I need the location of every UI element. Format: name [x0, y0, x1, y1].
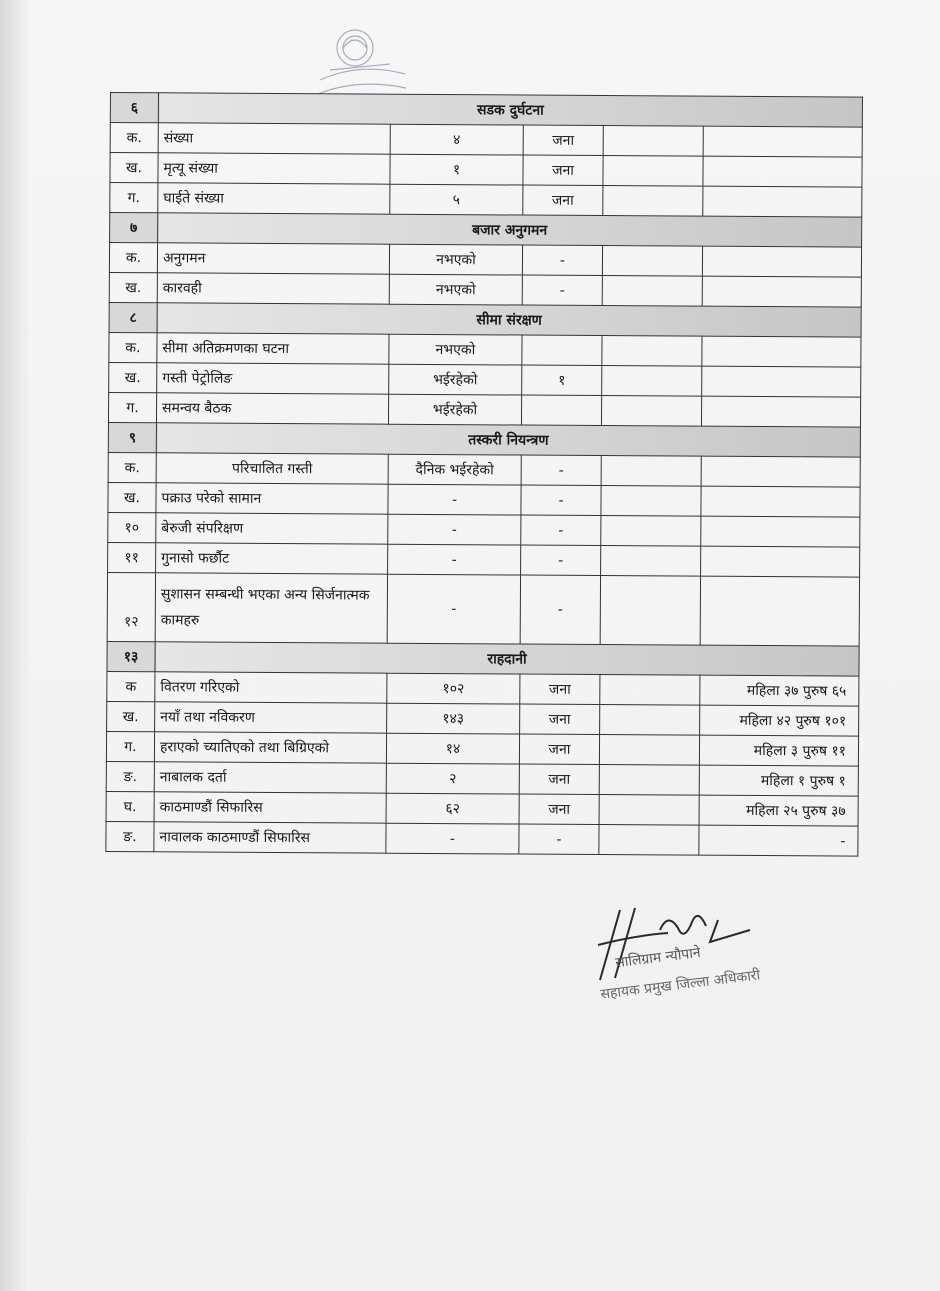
section-title: राहदानी: [155, 642, 859, 676]
row-item: नावालक काठमाण्डौं सिफारिस: [154, 822, 386, 853]
table-row: [109, 243, 861, 278]
row-item: संख्या: [158, 123, 390, 154]
table-row: [107, 671, 859, 706]
row-remark: [703, 156, 862, 187]
report-table: [105, 92, 862, 857]
row-item: नयाँ तथा नविकरण: [155, 702, 387, 733]
row-extra: [600, 576, 700, 646]
scan-edge: [0, 0, 30, 1291]
row-extra: [601, 516, 701, 547]
table-row: [106, 731, 858, 766]
row-item: गुनासो फर्छौट: [156, 543, 388, 574]
row-value: नभएको: [389, 334, 522, 365]
row-extra: [602, 246, 702, 277]
row-value: १४३: [387, 703, 520, 734]
row-item: हराएको च्यातिएको तथा बिग्रिएको: [154, 732, 386, 763]
row-number: क.: [108, 452, 156, 482]
row-remark: [701, 516, 860, 547]
row-value: ४: [390, 124, 523, 155]
section-number: १३: [107, 641, 155, 671]
row-remark: [702, 276, 861, 307]
row-unit: जना: [520, 674, 600, 704]
signatory-name: सालिग्राम न्यौपाने: [614, 944, 702, 972]
row-extra: [602, 276, 702, 307]
row-item: अनुगमन: [157, 243, 389, 274]
section-title: बजार अनुगमन: [158, 213, 862, 247]
row-number: क.: [110, 123, 158, 153]
row-unit: -: [521, 545, 601, 575]
row-item: घाईते संख्या: [158, 183, 390, 214]
row-extra: [601, 396, 701, 427]
row-unit: जना: [520, 704, 600, 734]
row-item: सीमा अतिक्रमणका घटना: [157, 333, 389, 364]
row-number: ११: [108, 542, 156, 572]
row-remark: [701, 546, 860, 577]
row-remark: [703, 186, 862, 217]
section-header-row: [107, 641, 859, 676]
row-extra: [601, 546, 701, 577]
row-value: -: [387, 574, 520, 644]
row-remark: [701, 396, 860, 427]
row-unit: -: [520, 575, 600, 644]
table-row: [107, 701, 859, 736]
row-unit: जना: [523, 155, 603, 185]
row-unit: -: [521, 515, 601, 545]
section-title: सीमा संरक्षण: [157, 303, 861, 337]
section-title: सडक दुर्घटना: [158, 93, 862, 127]
row-value: -: [386, 823, 519, 854]
row-value: -: [388, 544, 521, 575]
section-number: ६: [110, 93, 158, 123]
row-remark: महिला ४२ पुरुष १०१: [700, 705, 859, 736]
row-item: परिचालित गस्ती: [156, 453, 388, 484]
section-number: ८: [109, 302, 157, 332]
row-number: क.: [109, 332, 157, 362]
row-extra: [601, 456, 701, 487]
row-remark: -: [699, 825, 858, 856]
row-number: ग.: [110, 183, 158, 213]
section-header-row: [108, 422, 860, 457]
row-remark: [702, 246, 861, 277]
row-number: ख.: [107, 701, 155, 731]
row-remark: [701, 456, 860, 487]
section-title: तस्करी नियन्त्रण: [156, 423, 860, 457]
row-remark: [700, 576, 859, 646]
row-number: क: [107, 671, 155, 701]
row-value: नभएको: [389, 244, 522, 275]
row-value: १४: [386, 733, 519, 764]
row-item: समन्वय बैठक: [156, 393, 388, 424]
row-number: ग.: [108, 392, 156, 422]
row-extra: [603, 156, 703, 187]
row-remark: [702, 366, 861, 397]
row-number: ङ.: [106, 821, 154, 851]
row-value: ६२: [386, 793, 519, 824]
row-number: ख.: [108, 482, 156, 512]
row-unit: जना: [519, 734, 599, 764]
table-row: [108, 512, 860, 547]
section-number: ७: [110, 213, 158, 243]
row-unit: जना: [519, 794, 599, 824]
row-item: काठमाण्डौं सिफारिस: [154, 792, 386, 823]
row-value: ५: [390, 184, 523, 215]
row-number: ङ.: [106, 761, 154, 791]
row-extra: [599, 735, 699, 766]
row-unit: [522, 335, 602, 365]
table-row: [110, 153, 862, 188]
row-item: गस्ती पेट्रोलिङ: [157, 363, 389, 394]
section-header-row: [110, 213, 862, 248]
row-unit: [521, 395, 601, 425]
table-row: [110, 183, 862, 218]
row-item: पक्राउ परेको सामान: [156, 483, 388, 514]
row-value: भईरहेको: [388, 394, 521, 425]
table-row: [110, 123, 862, 158]
row-value: २: [386, 763, 519, 794]
signatory-title: सहायक प्रमुख जिल्ला अधिकारी: [599, 967, 762, 1003]
row-extra: [602, 336, 702, 367]
section-header-row: [109, 302, 861, 337]
row-item: सुशासन सम्बन्धी भएका अन्य सिर्जनात्मक कामहरु: [155, 573, 387, 643]
row-item: मृत्यू संख्या: [158, 153, 390, 184]
table-row: [108, 482, 860, 517]
row-value: नभएको: [389, 274, 522, 305]
row-number: ख.: [109, 272, 157, 302]
row-unit: १: [522, 365, 602, 395]
row-unit: -: [521, 485, 601, 515]
row-unit: -: [521, 455, 601, 485]
row-extra: [599, 765, 699, 796]
row-unit: -: [522, 245, 602, 275]
row-number: १०: [108, 512, 156, 542]
row-item: नाबालक दर्ता: [154, 762, 386, 793]
row-number: ग.: [106, 731, 154, 761]
row-remark: महिला २५ पुरुष ३७: [699, 795, 858, 826]
row-unit: -: [519, 824, 599, 854]
row-value: १: [390, 154, 523, 185]
row-value: भईरहेको: [389, 364, 522, 395]
row-item: कारवही: [157, 273, 389, 304]
table-row: [109, 332, 861, 367]
table-row: [108, 392, 860, 427]
row-unit: जना: [519, 764, 599, 794]
row-extra: [600, 675, 700, 706]
row-remark: [702, 336, 861, 367]
row-remark: महिला १ पुरुष १: [699, 765, 858, 796]
row-extra: [603, 186, 703, 217]
row-extra: [600, 705, 700, 736]
row-number: घ.: [106, 791, 154, 821]
row-extra: [599, 795, 699, 826]
row-remark: [701, 486, 860, 517]
row-extra: [599, 825, 699, 856]
section-number: ९: [108, 422, 156, 452]
row-value: -: [388, 484, 521, 515]
row-unit: जना: [523, 125, 603, 155]
table-row: [107, 572, 859, 646]
row-extra: [603, 126, 703, 157]
row-remark: महिला ३ पुरुष ११: [699, 735, 858, 766]
table-row: [108, 542, 860, 577]
row-value: -: [388, 514, 521, 545]
row-value: दैनिक भईरहेको: [388, 454, 521, 485]
row-value: १०२: [387, 673, 520, 704]
row-item: वितरण गरिएको: [155, 672, 387, 703]
row-extra: [602, 366, 702, 397]
table-row: [106, 791, 858, 826]
row-remark: महिला ३७ पुरुष ६५: [700, 675, 859, 706]
row-number: १२: [107, 572, 155, 641]
section-header-row: [110, 93, 862, 128]
table-row: [108, 452, 860, 487]
table-row: [106, 761, 858, 796]
table-row: [109, 362, 861, 397]
row-unit: -: [522, 275, 602, 305]
row-remark: [703, 126, 862, 157]
row-number: क.: [109, 243, 157, 273]
row-number: ख.: [109, 362, 157, 392]
table-row: [106, 821, 858, 856]
row-number: ख.: [110, 153, 158, 183]
table-row: [109, 272, 861, 307]
row-unit: जना: [523, 185, 603, 215]
row-item: बेरुजी संपरिक्षण: [156, 513, 388, 544]
row-extra: [601, 486, 701, 517]
